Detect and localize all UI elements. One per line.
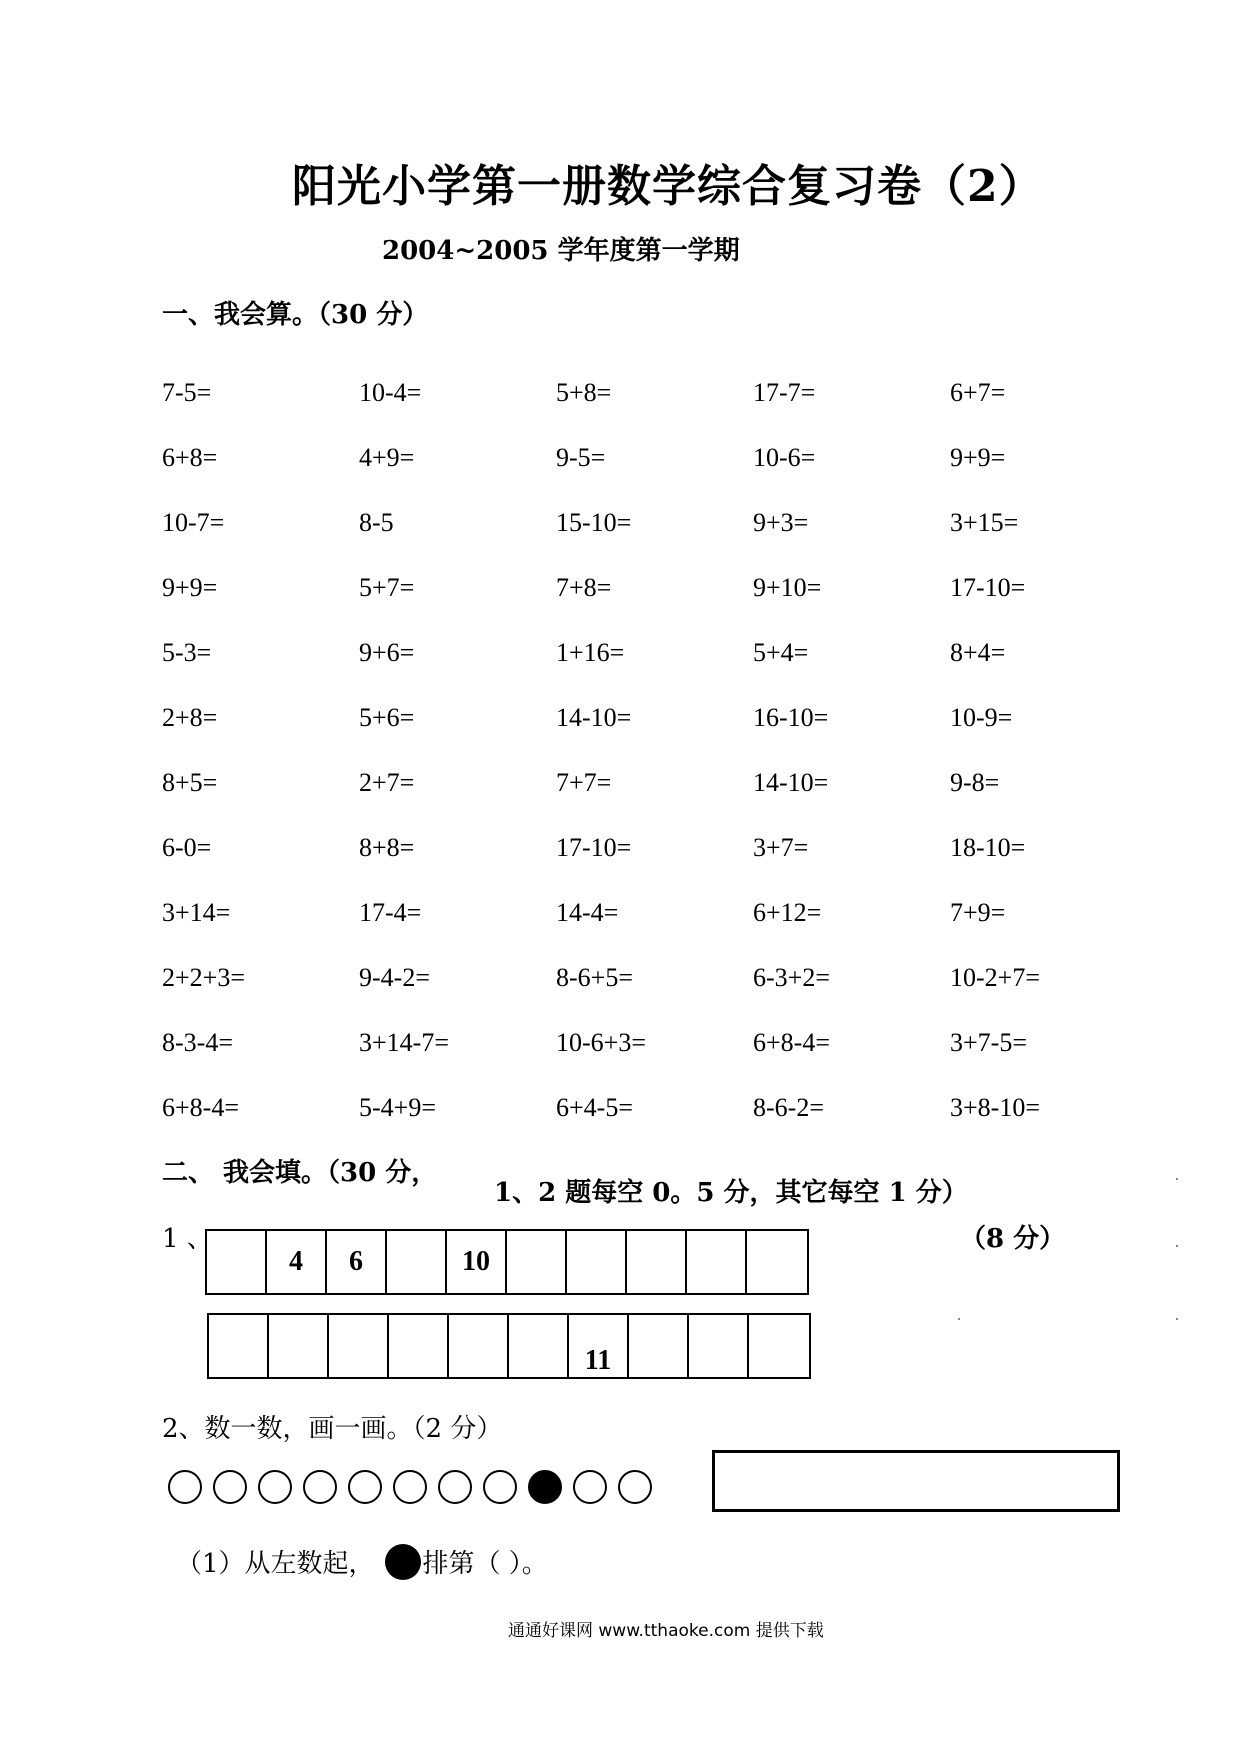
calc-item: 10-6+3= — [556, 1028, 646, 1057]
calc-item: 10-7= — [162, 508, 225, 537]
calc-item: 5+4= — [753, 638, 809, 667]
calc-item: 3+15= — [950, 508, 1019, 537]
calc-item: 10-2+7= — [950, 963, 1040, 992]
sequence-box[interactable] — [269, 1315, 329, 1377]
sequence-box[interactable] — [449, 1315, 509, 1377]
calc-item: 5+7= — [359, 573, 415, 602]
calc-item: 9-8= — [950, 768, 1000, 797]
calc-item: 7+9= — [950, 898, 1006, 927]
sequence-box[interactable] — [629, 1315, 689, 1377]
sequence-box[interactable] — [329, 1315, 389, 1377]
empty-circle-icon — [213, 1470, 247, 1504]
sequence-box[interactable] — [567, 1231, 627, 1293]
calc-item: 6-3+2= — [753, 963, 830, 992]
calc-item: 3+7-5= — [950, 1028, 1027, 1057]
calc-item: 7+8= — [556, 573, 612, 602]
scan-speck — [1176, 1178, 1178, 1180]
question1-score: （8 分） — [960, 1224, 1066, 1254]
question2-sub1-prefix: （1）从左数起， — [176, 1549, 375, 1579]
calc-item: 17-10= — [950, 573, 1026, 602]
empty-circle-icon — [303, 1470, 337, 1504]
calc-item: 15-10= — [556, 508, 632, 537]
calc-item: 10-6= — [753, 443, 816, 472]
empty-circle-icon — [168, 1470, 202, 1504]
page-title: 阳光小学第一册数学综合复习卷（2） — [292, 161, 1044, 212]
calc-item: 10-9= — [950, 703, 1013, 732]
sequence-box[interactable] — [627, 1231, 687, 1293]
calc-item: 6+7= — [950, 378, 1006, 407]
calc-item: 5-4+9= — [359, 1093, 436, 1122]
footer-credit: 通通好课网 www.tthaoke.com 提供下载 — [508, 1621, 824, 1641]
calc-item: 6+8= — [162, 443, 218, 472]
sequence-box: 4 — [267, 1231, 327, 1293]
calc-item: 1+16= — [556, 638, 625, 667]
scan-speck — [958, 1318, 960, 1320]
calc-item: 9-5= — [556, 443, 606, 472]
empty-circle-icon — [348, 1470, 382, 1504]
calc-item: 5+8= — [556, 378, 612, 407]
calc-item: 4+9= — [359, 443, 415, 472]
sequence-box[interactable] — [507, 1231, 567, 1293]
filled-circle-icon — [528, 1470, 562, 1504]
calc-item: 8+8= — [359, 833, 415, 862]
calc-item: 2+7= — [359, 768, 415, 797]
calc-item: 6+8-4= — [753, 1028, 830, 1057]
calc-item: 3+14= — [162, 898, 231, 927]
calc-item: 16-10= — [753, 703, 829, 732]
empty-circle-icon — [438, 1470, 472, 1504]
calc-item: 8+5= — [162, 768, 218, 797]
calc-item: 7-5= — [162, 378, 212, 407]
empty-circle-icon — [573, 1470, 607, 1504]
empty-circle-icon — [258, 1470, 292, 1504]
empty-circle-icon — [618, 1470, 652, 1504]
calc-item: 6+4-5= — [556, 1093, 633, 1122]
calc-item: 2+8= — [162, 703, 218, 732]
calc-item: 10-4= — [359, 378, 422, 407]
filled-circle-icon — [385, 1544, 421, 1580]
section2-note: 1、2 题每空 0。5 分，其它每空 1 分） — [494, 1178, 968, 1208]
sequence-box[interactable] — [207, 1231, 267, 1293]
circle-row — [168, 1470, 652, 1504]
calc-item: 9+3= — [753, 508, 809, 537]
calc-item: 6-0= — [162, 833, 212, 862]
calc-item: 7+7= — [556, 768, 612, 797]
scan-speck — [1176, 1318, 1178, 1320]
section1-heading: 一、我会算。（30 分） — [162, 300, 429, 330]
question2-sub1-suffix: 排第（ ）。 — [422, 1549, 548, 1579]
calc-item: 9-4-2= — [359, 963, 430, 992]
sequence-box[interactable] — [747, 1231, 807, 1293]
question2-label: 2、数一数，画一画。（2 分） — [162, 1414, 503, 1444]
empty-circle-icon — [393, 1470, 427, 1504]
calc-item: 9+9= — [950, 443, 1006, 472]
calc-item: 6+8-4= — [162, 1093, 239, 1122]
calc-item: 8-6-2= — [753, 1093, 824, 1122]
calc-item: 8-5 — [359, 508, 394, 537]
calc-item: 6+12= — [753, 898, 822, 927]
calc-item: 9+9= — [162, 573, 218, 602]
calc-item: 17-10= — [556, 833, 632, 862]
sequence-box: 11 — [569, 1315, 629, 1377]
calc-item: 5-3= — [162, 638, 212, 667]
calc-item: 17-7= — [753, 378, 816, 407]
section2-heading: 二、 我会填。（30 分， — [162, 1158, 438, 1188]
drawing-answer-box[interactable] — [712, 1450, 1120, 1512]
calc-item: 18-10= — [950, 833, 1026, 862]
sequence-box[interactable] — [509, 1315, 569, 1377]
calc-item: 8+4= — [950, 638, 1006, 667]
question2-sub1 — [176, 1543, 548, 1580]
number-sequence-row-2 — [207, 1313, 811, 1379]
page-subtitle: 2004~2005 学年度第一学期 — [382, 236, 740, 266]
sequence-box[interactable] — [389, 1315, 449, 1377]
calc-item: 17-4= — [359, 898, 422, 927]
calc-item: 14-10= — [753, 768, 829, 797]
calc-item: 5+6= — [359, 703, 415, 732]
calc-item: 14-4= — [556, 898, 619, 927]
number-sequence-row-1 — [205, 1229, 809, 1295]
calc-item: 9+10= — [753, 573, 822, 602]
calc-item: 2+2+3= — [162, 963, 245, 992]
calc-item: 3+8-10= — [950, 1093, 1040, 1122]
calc-item: 3+14-7= — [359, 1028, 449, 1057]
calc-item: 8-6+5= — [556, 963, 633, 992]
sequence-box[interactable] — [687, 1231, 747, 1293]
scan-speck — [1176, 1245, 1178, 1247]
sequence-box[interactable] — [689, 1315, 749, 1377]
sequence-box[interactable] — [749, 1315, 809, 1377]
calc-item: 8-3-4= — [162, 1028, 233, 1057]
empty-circle-icon — [483, 1470, 517, 1504]
question1-label: 1 、 — [162, 1224, 213, 1254]
calc-item: 9+6= — [359, 638, 415, 667]
sequence-box[interactable] — [209, 1315, 269, 1377]
calc-item: 3+7= — [753, 833, 809, 862]
calc-item: 14-10= — [556, 703, 632, 732]
sequence-box: 10 — [447, 1231, 507, 1293]
sequence-box: 6 — [327, 1231, 387, 1293]
sequence-box[interactable] — [387, 1231, 447, 1293]
